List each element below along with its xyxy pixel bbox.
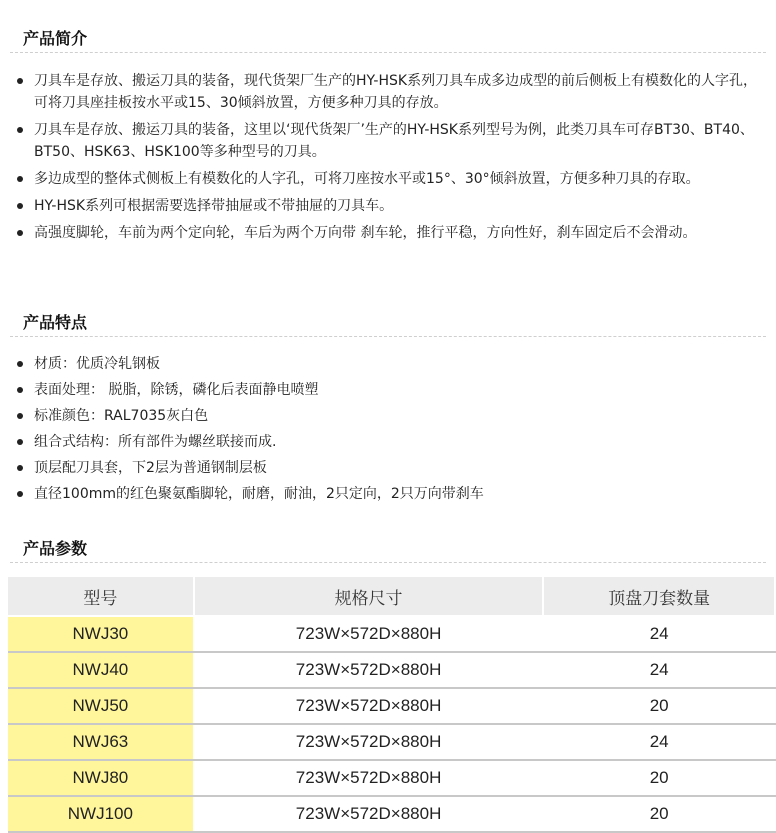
features-title: 产品特点 [23,313,88,332]
table-row [8,796,775,832]
intro-item: 多边成型的整体式侧板上有模数化的人字孔，可将刀座按水平或15°、30°倾斜放置，方便多种刀具的存取。 [0,168,776,190]
qty-cell: 24 [543,616,775,652]
header-qty: 顶盘刀套数量 [543,577,775,616]
qty-cell: 20 [543,688,775,724]
params-title: 产品参数 [23,539,88,558]
table-row [8,652,775,688]
feature-item: 顶层配刀具套，下2层为普通钢制层板 [0,457,776,479]
model-cell: NWJ40 [8,652,194,688]
feature-item: 标准颜色：RAL7035灰白色 [0,405,776,427]
table-row [8,688,775,724]
spec-cell: 723W×572D×880H [194,688,544,724]
intro-item: 高强度脚轮，车前为两个定向轮，车后为两个万向带 刹车轮，推行平稳，方向性好，刹车固定后不会滑动。 [0,222,776,244]
intro-section-header [10,22,766,53]
model-cell: NWJ80 [8,760,194,796]
model-cell: NWJ30 [8,616,194,652]
feature-item: 组合式结构：所有部件为螺丝联接而成. [0,431,776,453]
params-table [8,577,776,833]
spec-cell: 723W×572D×880H [194,724,544,760]
feature-item: 材质：优质冷轧钢板 [0,353,776,375]
spec-cell: 723W×572D×880H [194,616,544,652]
intro-item: 刀具车是存放、搬运刀具的装备，这里以‘现代货架厂’生产的HY-HSK系列型号为例，此类刀具车可存BT30、BT40、BT50、HSK63、HSK100等多种型号的刀具。 [0,119,776,163]
features-list [0,353,776,509]
header-model: 型号 [8,577,194,616]
spec-cell: 723W×572D×880H [194,760,544,796]
intro-item: HY-HSK系列可根据需要选择带抽屉或不带抽屉的刀具车。 [0,195,776,217]
table-row [8,616,775,652]
table-row [8,724,775,760]
intro-list [0,70,776,249]
qty-cell: 24 [543,652,775,688]
table-header-row [8,577,775,616]
header-spec: 规格尺寸 [194,577,544,616]
qty-cell: 20 [543,760,775,796]
qty-cell: 24 [543,724,775,760]
model-cell: NWJ50 [8,688,194,724]
feature-item: 直径100mm的红色聚氨酯脚轮，耐磨，耐油，2只定向，2只万向带刹车 [0,483,776,505]
intro-title: 产品简介 [23,29,88,48]
model-cell: NWJ100 [8,796,194,832]
spec-cell: 723W×572D×880H [194,652,544,688]
feature-item: 表面处理： 脱脂，除锈，磷化后表面静电喷塑 [0,379,776,401]
qty-cell: 20 [543,796,775,832]
params-section-header [10,532,766,563]
spec-cell: 723W×572D×880H [194,796,544,832]
features-section-header [10,306,766,337]
table-row [8,760,775,796]
model-cell: NWJ63 [8,724,194,760]
intro-item: 刀具车是存放、搬运刀具的装备，现代货架厂生产的HY-HSK系列刀具车成多边成型的前后侧板上有模数化的人字孔，可将刀具座挂板按水平或15、30倾斜放置，方便多种刀具的存放。 [0,70,776,114]
